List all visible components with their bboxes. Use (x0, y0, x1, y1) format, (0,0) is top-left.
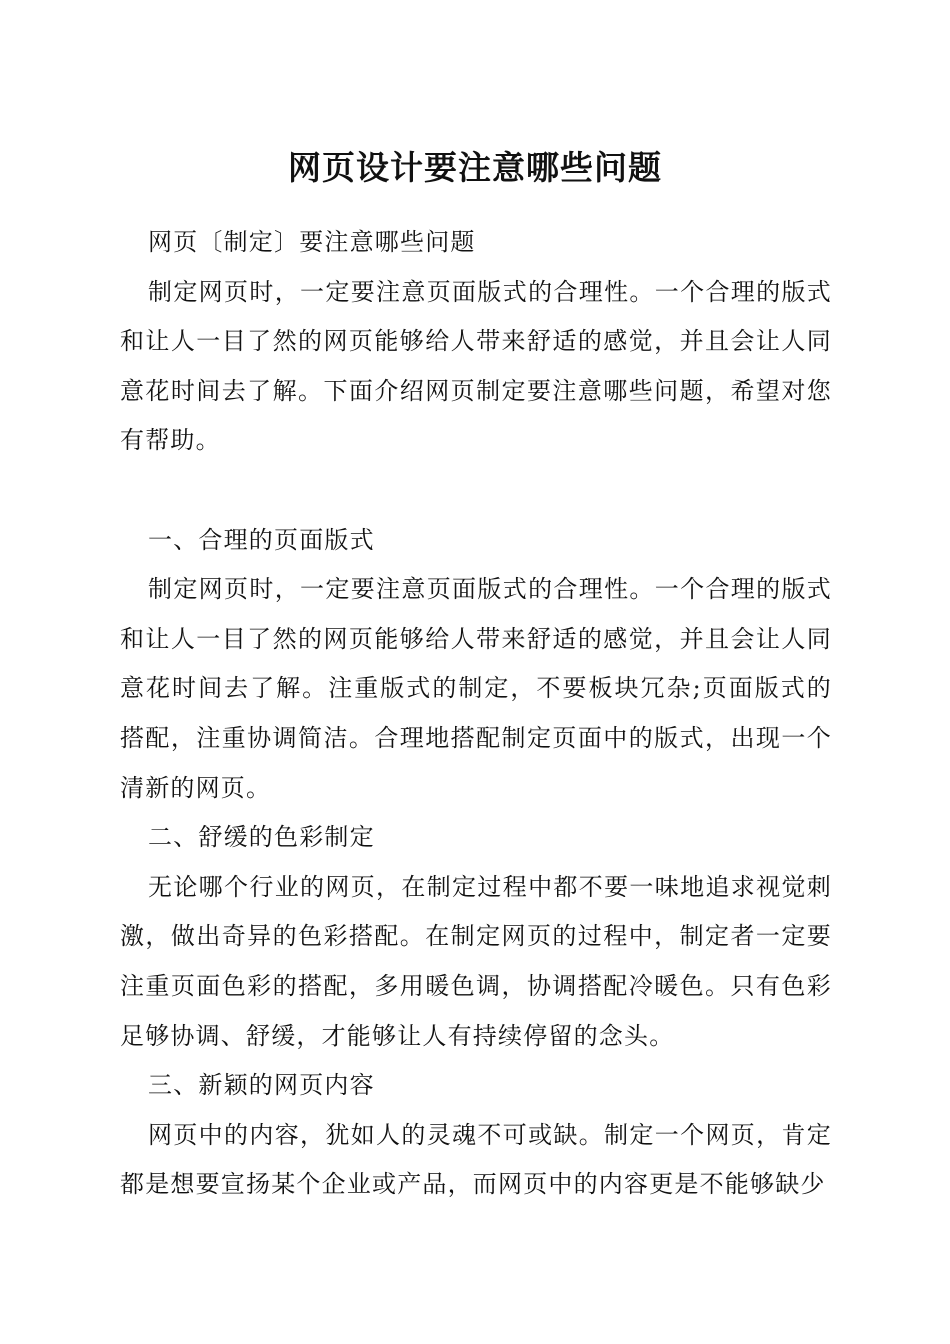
section-paragraph-2: 无论哪个行业的网页，在制定过程中都不要一味地追求视觉刺激，做出奇异的色彩搭配。在制定网页的过程中，制定者一定要注重页面色彩的搭配，多用暖色调，协调搭配冷暖色。只有色彩足够协调、舒缓，才能够让人有持续停留的念头。 (120, 872, 832, 1050)
subtitle-paragraph: 网页〔制定〕要注意哪些问题 (148, 228, 476, 256)
document-body (120, 218, 832, 1210)
document-title: 网页设计要注意哪些问题 (288, 148, 662, 187)
section-heading-3: 三、新颖的网页内容 (148, 1071, 375, 1100)
section-heading-2: 二、舒缓的色彩制定 (148, 823, 375, 852)
section-heading-1: 一、合理的页面版式 (148, 525, 375, 554)
section-paragraph-1: 制定网页时，一定要注意页面版式的合理性。一个合理的版式和让人一目了然的网页能够给人带来舒适的感觉，并且会让人同意花时间去了解。注重版式的制定，不要板块冗杂;页面版式的搭配，注重协调简洁。合理地搭配制定页面中的版式，出现一个清新的网页。 (120, 575, 832, 802)
section-paragraph-3: 网页中的内容，犹如人的灵魂不可或缺。制定一个网页，肯定都是想要宣扬某个企业或产品，而网页中的内容更是不能够缺少 (120, 1120, 832, 1199)
intro-paragraph: 制定网页时，一定要注意页面版式的合理性。一个合理的版式和让人一目了然的网页能够给人带来舒适的感觉，并且会让人同意花时间去了解。下面介绍网页制定要注意哪些问题，希望对您有帮助。 (120, 277, 832, 455)
